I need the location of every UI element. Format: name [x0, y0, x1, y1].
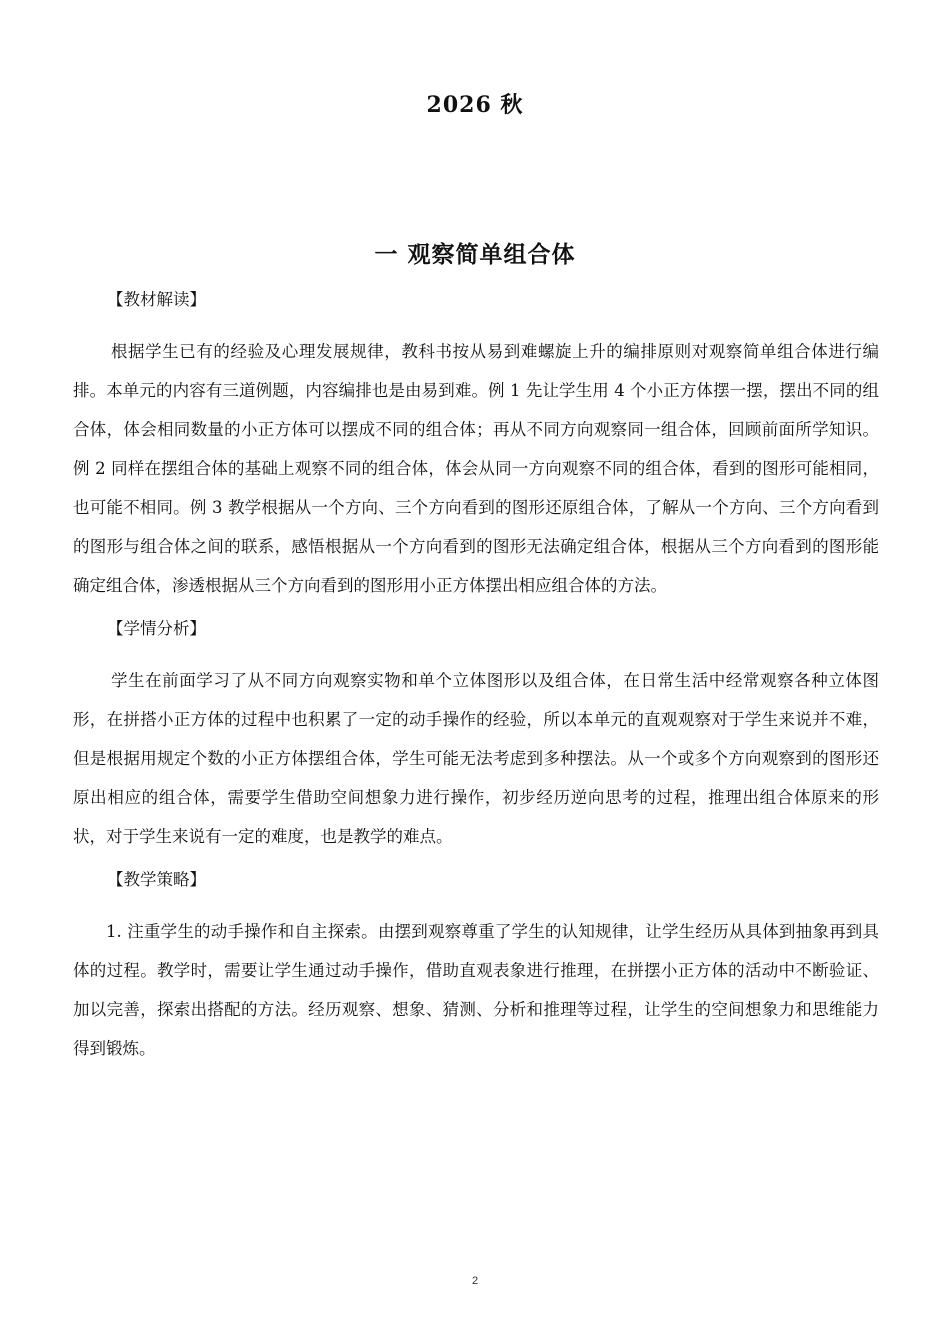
section-heading-textbook: 【教材解读】 [107, 290, 206, 309]
section-heading-strategy: 【教学策略】 [107, 870, 206, 889]
paragraph-strategy: 1. 注重学生的动手操作和自主探索。由摆到观察尊重了学生的认知规律，让学生经历从具体到抽象再到具体的过程。教学时，需要让学生通过动手操作，借助直观表象进行推理，在拼摆小正方体的活动中不断验证、加以完善，探索出搭配的方法。经历观察、想象、猜测、分析和推理等过程，让学生的空间想象力和思维能力得到锻炼。 [73, 922, 879, 1058]
paragraph-learning: 学生在前面学习了从不同方向观察实物和单个立体图形以及组合体，在日常生活中经常观察各种立体图形，在拼搭小正方体的过程中也积累了一定的动手操作的经验，所以本单元的直观观察对于学生来说并不难，但是根据用规定个数的小正方体摆组合体，学生可能无法考虑到多种摆法。从一个或多个方向观察到的图形还原出相应的组合体，需要学生借助空间想象力进行操作，初步经历逆向思考的过程，推理出组合体原来的形状，对于学生来说有一定的难度，也是教学的难点。 [73, 671, 879, 846]
page-number: 2 [471, 1275, 479, 1287]
section-heading-learning: 【学情分析】 [107, 619, 206, 638]
page-header-year: 2026 秋 [426, 92, 524, 118]
document-body [73, 284, 879, 1076]
unit-title: 一 观察简单组合体 [374, 241, 576, 268]
paragraph-textbook: 根据学生已有的经验及心理发展规律，教科书按从易到难螺旋上升的编排原则对观察简单组合体进行编排。本单元的内容有三道例题，内容编排也是由易到难。例 1 先让学生用 4 个小正方体摆一摆，摆出不同的组合体，体会相同数量的小正方体可以摆成不同的组合体；再从不同方向观察同一组合体，回顾前面所学知识。例 2 同样在摆组合体的基础上观察不同的组合体，体会从同一方向观察不同的组合体，看到的图形可能相同，也可能不相同。例 3 教学根据从一个方向、三个方向看到的图形还原组合体，了解从一个方向、三个方向看到的图形与组合体之间的联系，感悟根据从一个方向看到的图形无法确定组合体，根据从三个方向看到的图形能确定组合体，渗透根据从三个方向看到的图形用小正方体摆出相应组合体的方法。 [73, 342, 879, 595]
